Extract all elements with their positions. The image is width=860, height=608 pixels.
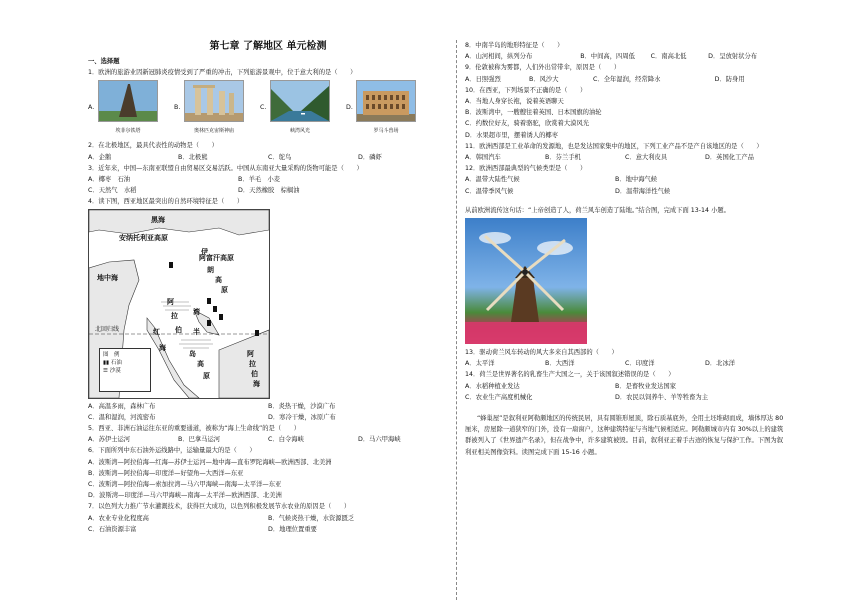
q1-option-b-letter: B. [174, 104, 181, 112]
map-label-arabian-sea-2: 拉 [249, 359, 256, 368]
q10-option-c[interactable]: C．约数位好友，骑着骆驼，欣赏着大漠风光 [465, 120, 590, 128]
q14-option-c[interactable]: C．农业生产高度机械化 [465, 393, 533, 401]
q1-option-a-caption: 埃菲尔铁塔 [115, 127, 141, 134]
q13-option-b[interactable]: B．大西洋 [545, 360, 575, 368]
legend-oil-row [103, 359, 147, 367]
q5-option-c[interactable]: C．白令海峡 [268, 436, 304, 444]
desert-icon: ☰ [103, 367, 108, 374]
legend-oil-label: 石油 [110, 359, 122, 366]
q2-option-c[interactable]: C．鸵鸟 [268, 153, 292, 161]
q14-option-b[interactable]: B．是畜牧业发达国家 [615, 382, 676, 390]
q8-option-b[interactable]: B．中间高，四周低 [580, 53, 635, 61]
q1-option-d[interactable] [356, 80, 416, 134]
question-7: 7．以色列大力推广节水灌溉技术，获得巨大成功，以色列积极发展节水农业的原因是（ ） [88, 503, 351, 511]
question-3: 3．近年来，中国—东南亚联盟自由贸易区交易活跃。中国从东南亚大量采购的货物可能是（ ） [88, 164, 363, 172]
q9-option-d[interactable]: D．防身用 [714, 75, 745, 83]
q4-option-a[interactable]: A．高温多雨，森林广布 [88, 402, 156, 410]
legend-desert-row [103, 367, 147, 375]
question-11: 11．欧洲西部是工业革命的发源地，也是发达国家集中的地区，下列工业产品不是产自该地区的是（ ） [465, 142, 763, 150]
q10-option-d[interactable]: D．水果超市里，摆着诱人的椰枣 [465, 131, 559, 139]
q3-options-row1 [88, 174, 448, 185]
map-label-peninsula-2: 岛 [189, 349, 196, 358]
column-divider [456, 40, 457, 600]
q1-option-d-letter: D. [346, 104, 353, 112]
question-9: 9．伦敦被称为雾都，人们外出常带伞，原因是（ ） [465, 64, 621, 72]
q2-option-d[interactable]: D．磷虾 [358, 153, 382, 161]
map-label-red-sea-1: 红 [153, 327, 160, 336]
q12-option-d[interactable]: D．温带海洋性气候 [615, 187, 671, 195]
q7-options-row1 [88, 513, 448, 524]
q11-option-b[interactable]: B．芬兰手机 [545, 154, 581, 162]
q1-option-b-caption: 奥林匹克宙斯神庙 [193, 127, 234, 134]
map-label-arabian-sea-4: 海 [253, 379, 260, 388]
q11-option-c[interactable]: C．意大利皮具 [625, 154, 668, 162]
map-label-red-sea-2: 海 [159, 343, 166, 352]
q1-option-d-caption: 罗马斗兽场 [373, 127, 399, 134]
q6-option-b[interactable]: B．波斯湾—阿拉伯海—印度洋—好望角—大西洋—东亚 [88, 469, 244, 477]
q3-options-row2 [88, 185, 448, 196]
q2-option-b[interactable]: B．北极熊 [178, 153, 208, 161]
q5-option-b[interactable]: B．巴拿马运河 [178, 436, 221, 444]
q6-option-a[interactable]: A．波斯湾—阿拉伯海—红海—苏伊士运河—地中海—直布罗陀海峡—欧洲西部、北美洲 [88, 458, 332, 466]
q3-option-a[interactable]: A．椰枣 石油 [88, 176, 131, 184]
q4-option-d[interactable]: D．寒冷干燥，冰原广布 [268, 413, 336, 421]
legend-title: 图 例 [103, 351, 120, 358]
q4-options-row1 [88, 401, 448, 412]
q6-option-c[interactable]: C．波斯湾—阿拉伯海—索加拉湾—马六甲海峡—南海—太平洋—东亚 [88, 481, 282, 489]
q7-option-a[interactable]: A．农业专业化程度高 [88, 514, 149, 522]
question-8: 8．中南半岛的地形特征是（ ） [465, 42, 564, 49]
q3-option-b[interactable]: B．羊毛 小麦 [238, 176, 281, 184]
map-label-iran-2: 朗 [207, 265, 214, 274]
q11-option-d[interactable]: D．英国化工产品 [705, 154, 754, 162]
q13-options [465, 358, 785, 369]
q1-option-a-letter: A. [88, 104, 95, 112]
q12-options-row1 [465, 174, 785, 185]
q2-option-a[interactable]: A．企鹅 [88, 153, 112, 161]
temple-of-zeus-photo [184, 80, 244, 122]
map-label-arabian-sea-3: 伯 [251, 369, 258, 378]
q7-options-row2 [88, 524, 448, 535]
eiffel-tower-photo [98, 80, 158, 122]
map-label-anatolia: 安纳托利亚高原 [119, 233, 168, 242]
q7-option-d[interactable]: D．地理位置重要 [268, 525, 317, 533]
oil-icon: ▮▮ [103, 359, 110, 366]
q9-option-c[interactable]: C．全年湿润，经常降水 [593, 75, 661, 83]
map-label-afghan-plateau: 阿富汗高原 [199, 253, 234, 262]
q12-options-row2 [465, 186, 785, 197]
q1-option-c-caption: 峡湾风光 [289, 127, 310, 134]
q3-option-c[interactable]: C．天然气 水稻 [88, 187, 137, 195]
q2-options [88, 152, 448, 163]
west-asia-map [88, 209, 270, 399]
q13-option-c[interactable]: C．印度洋 [625, 360, 655, 368]
map-label-peninsula-1: 半 [193, 327, 200, 336]
q5-options [88, 434, 448, 445]
q3-option-d[interactable]: D．天然橡胶 棕榈油 [238, 187, 300, 195]
map-label-iran-4: 原 [221, 285, 228, 294]
q1-option-c-letter: C. [260, 104, 267, 112]
fjord-photo [270, 80, 330, 122]
q8-option-c[interactable]: C．南高北低 [650, 53, 687, 61]
q11-option-a[interactable]: A．韩国汽车 [465, 154, 501, 162]
map-label-arabian-sea-1: 阿 [247, 349, 254, 358]
passage-windmill: 从前欧洲流传这句话：“上帝创造了人，荷兰风车创造了陆地。”结合图，完成下面 13-14 小题。 [465, 206, 730, 214]
q12-option-a[interactable]: A．温带大陆性气候 [465, 176, 520, 184]
q10-option-b[interactable]: B．波斯湾中，一艘艘往着英国、日本国旗的油轮 [465, 109, 602, 117]
question-14: 14．荷兰是世界著名的乳畜生产大国之一，关于该国叙述错误的是（ ） [465, 371, 675, 379]
section-heading: 一、选择题 [88, 58, 120, 65]
map-legend [99, 348, 151, 392]
map-label-black-sea: 黑海 [151, 215, 165, 224]
q1-option-c[interactable] [270, 80, 330, 134]
right-column [465, 40, 785, 458]
map-label-iran-1: 伊 [201, 247, 208, 256]
q10-option-a[interactable]: A．当地人身穿长袍，说着英语聊天 [465, 98, 564, 106]
q1-option-a[interactable] [98, 80, 158, 134]
q9-options [465, 74, 785, 85]
map-label-mediterranean: 地中海 [97, 273, 118, 282]
q7-option-b[interactable]: B．气候炎热干燥，水资源匮乏 [268, 514, 355, 522]
q1-option-b[interactable] [184, 80, 244, 134]
q4-options-row2 [88, 412, 448, 423]
map-label-gulf: 湾 [193, 307, 200, 316]
q13-option-a[interactable]: A．太平洋 [465, 360, 495, 368]
q5-option-a[interactable]: A．苏伊士运河 [88, 436, 131, 444]
question-12: 12．欧洲西部最典型的气候类型是（ ） [465, 165, 587, 173]
question-5: 5．西亚、非洲石油运往东亚的重要通道，被称为“海上生命线”的是（ ） [88, 425, 301, 433]
q12-option-c[interactable]: C．温带季风气候 [465, 187, 514, 195]
map-label-tropic: 北回归线 [95, 325, 120, 333]
map-label-plateau-1: 高 [197, 359, 204, 368]
left-column [88, 40, 448, 535]
passage-beehive-houses: “蜂巢屋”是叙利亚阿勒颇地区的传统民居，具有圆锥形屋顶，除石质基底外，全用土坯堆砌而成，墙体厚达 80 厘米，房屋除一道狭窄的门外，没有一扇窗户，这种建筑特征与当地气候相适应。阿勒颇城市内有 30%以上的建筑群被列入了《世界遗产名录》，但在战争中，许多建筑被毁。目前，叙利亚正着手古迹的恢复与保护工作。下图为叙利亚相关图像资料。读图完成下面 15-16 小题。 [465, 415, 784, 456]
q8-options [465, 51, 785, 62]
map-label-arabia-1: 阿 [167, 297, 174, 306]
page-title: 第七章 了解地区 单元检测 [209, 41, 327, 52]
q8-option-d[interactable]: D．呈放射状分布 [708, 53, 758, 61]
colosseum-photo [356, 80, 416, 122]
q4-option-b[interactable]: B．炎热干燥，沙漠广布 [268, 402, 336, 410]
question-4: 4．读下图，西亚地区最突出的自然环境特征是（ ） [88, 198, 244, 206]
q1-image-options [88, 80, 448, 140]
question-1: 1．欧洲的旅游业因新冠肺炎疫情受到了严重的冲击，下列旅游景观中，位于意大利的是（ ） [88, 69, 357, 77]
q14-options-row2 [465, 392, 785, 403]
q11-options [465, 152, 785, 163]
legend-desert-label: 沙漠 [109, 367, 121, 374]
question-13: 13．驱动荷兰风车转动的风大多来自其西部的（ ） [465, 349, 618, 357]
windmill-photo [465, 218, 587, 344]
map-label-iran-3: 高 [215, 275, 222, 284]
q13-option-d[interactable]: D．北冰洋 [705, 360, 736, 368]
q6-option-d[interactable]: D．波斯湾—印度洋—马六甲海峡—南海—太平洋—欧洲西部、北美洲 [88, 492, 282, 500]
map-label-plateau-2: 原 [203, 371, 210, 380]
question-2: 2．在北极地区，最具代表性的动物是（ ） [88, 142, 218, 150]
q9-option-a[interactable]: A．日照强烈 [465, 75, 501, 83]
question-10: 10．在西亚，下列场景不正确的是（ ） [465, 86, 587, 94]
q8-option-a[interactable]: A．山河相间，纵列分布 [465, 53, 533, 61]
q5-option-d[interactable]: D．马六甲海峡 [358, 436, 401, 444]
q12-option-b[interactable]: B．地中海气候 [615, 176, 658, 184]
map-label-arabia-2: 拉 [171, 311, 178, 320]
windmill-drawing [465, 218, 587, 344]
map-label-arabia-3: 伯 [175, 325, 182, 334]
question-6: 6．下面所列中东石油外运线路中，运输量最大的是（ ） [88, 447, 256, 455]
q9-option-b[interactable]: B．风沙大 [529, 75, 559, 83]
q14-options-row1 [465, 381, 785, 392]
q14-option-d[interactable]: D．农民以饲养牛、羊等牲畜为主 [615, 393, 709, 401]
q4-option-c[interactable]: C．温和湿润，河流密布 [88, 413, 156, 421]
q7-option-c[interactable]: C．石油资源丰富 [88, 525, 137, 533]
q14-option-a[interactable]: A．水稻种植业发达 [465, 382, 520, 390]
